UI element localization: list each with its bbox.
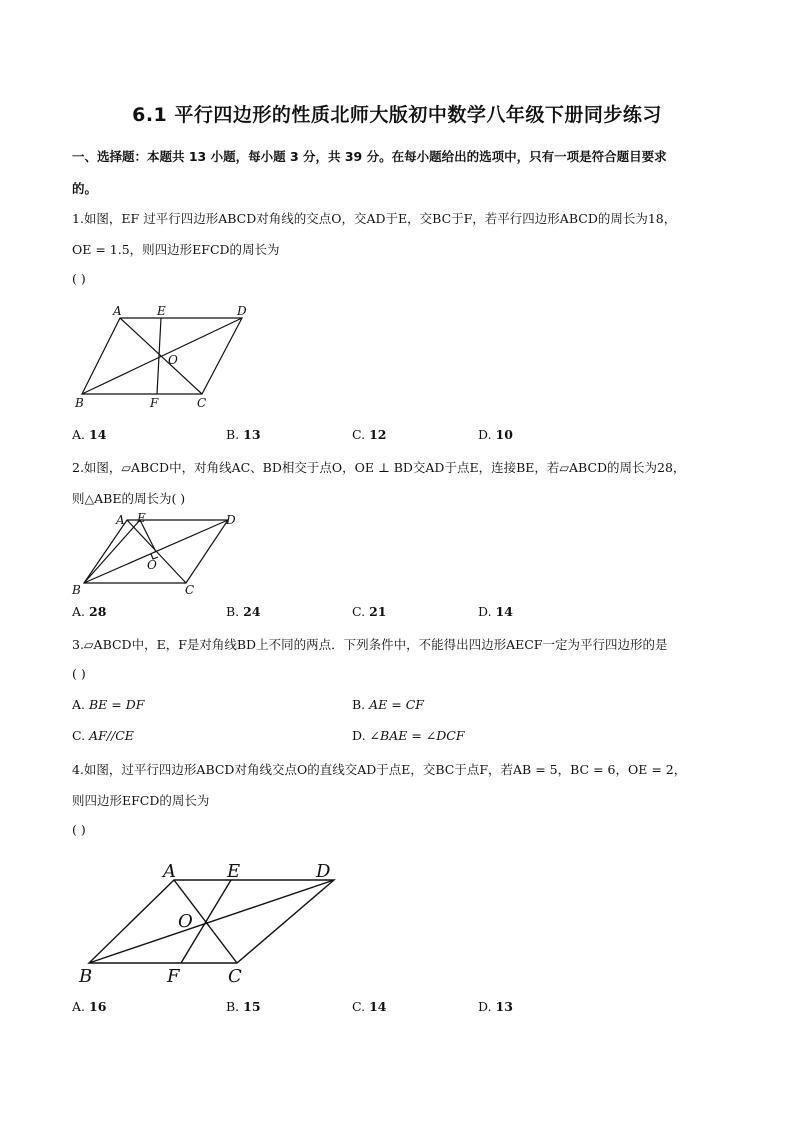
- q3-paren: ( ): [72, 666, 86, 681]
- q2-stem-cont: 则△ABE的周长为( ): [72, 491, 186, 506]
- q2-stem: 2.如图，▱ABCD中，对角线AC、BD相交于点O，OE ⊥ BD交AD于点E，连接BE，若▱ABCD的周长为28，: [72, 460, 686, 475]
- q4-label-f: F: [167, 966, 180, 987]
- q3-option-d[interactable]: D. ∠BAE = ∠DCF: [352, 728, 465, 743]
- q4-option-d[interactable]: D. 13: [478, 999, 513, 1014]
- q4-diagonal-bd: [89, 880, 334, 963]
- section-header-cont: 的。: [72, 181, 98, 196]
- q1-stem-cont: OE = 1.5，则四边形EFCD的周长为: [72, 242, 280, 257]
- q1-diagonal-bd: [82, 318, 242, 394]
- q4-label-a: A: [163, 861, 176, 882]
- section-header: 一、选择题：本题共 13 小题，每小题 3 分，共 39 分。在每小题给出的选项中，只有一项是符合题目要求: [72, 149, 667, 164]
- q4-label-d: D: [316, 861, 331, 882]
- q4-option-a[interactable]: A. 16: [72, 999, 107, 1014]
- q2-option-c[interactable]: C. 21: [352, 604, 387, 619]
- q4-stem-cont: 则四边形EFCD的周长为: [72, 793, 210, 808]
- q4-option-b[interactable]: B. 15: [226, 999, 261, 1014]
- q4-label-e: E: [227, 861, 241, 882]
- q2-option-d[interactable]: D. 14: [478, 604, 513, 619]
- q1-option-b[interactable]: B. 13: [226, 427, 261, 442]
- q3-option-a[interactable]: A. BE = DF: [72, 697, 145, 712]
- q2-option-a[interactable]: A. 28: [72, 604, 107, 619]
- q4-label-b: B: [79, 966, 93, 987]
- q2-label-b: B: [72, 583, 81, 597]
- q2-label-e: E: [137, 511, 146, 525]
- q3-option-b[interactable]: B. AE = CF: [352, 697, 424, 712]
- q1-option-a[interactable]: A. 14: [72, 427, 107, 442]
- q1-paren: ( ): [72, 271, 86, 286]
- q1-figure: [70, 300, 270, 415]
- q1-label-f: F: [150, 396, 159, 410]
- q4-figure: [70, 855, 350, 990]
- q2-diagonal-ac: [127, 520, 186, 583]
- q2-label-o: O: [147, 558, 157, 572]
- q2-label-d: D: [226, 513, 236, 527]
- q4-label-o: O: [178, 911, 193, 932]
- q4-option-c[interactable]: C. 14: [352, 999, 387, 1014]
- q1-label-d: D: [237, 304, 247, 318]
- q4-paren: ( ): [72, 822, 86, 837]
- q1-stem: 1.如图，EF 过平行四边形ABCD对角线的交点O，交AD于E，交BC于F，若平行四边形ABCD的周长为18，: [72, 211, 677, 226]
- q3-stem: 3.▱ABCD中，E，F是对角线BD上不同的两点．下列条件中，不能得出四边形AECF一定为平行四边形的是: [72, 637, 668, 652]
- q1-option-d[interactable]: D. 10: [478, 427, 513, 442]
- q1-label-b: B: [75, 396, 84, 410]
- q1-label-a: A: [113, 304, 122, 318]
- q4-label-c: C: [228, 966, 242, 987]
- q2-label-a: A: [116, 513, 125, 527]
- page-title: 6.1 平行四边形的性质北师大版初中数学八年级下册同步练习: [132, 104, 662, 126]
- q1-label-c: C: [197, 396, 207, 410]
- q2-label-c: C: [185, 583, 195, 597]
- q2-option-b[interactable]: B. 24: [226, 604, 261, 619]
- q2-segment-be: [84, 520, 140, 583]
- q1-label-o: O: [168, 353, 178, 367]
- q4-stem: 4.如图，过平行四边形ABCD对角线交点O的直线交AD于点E，交BC于点F，若AB = 5，BC = 6，OE = 2，: [72, 762, 687, 777]
- q3-option-c[interactable]: C. AF//CE: [72, 728, 134, 743]
- q1-label-e: E: [157, 304, 166, 318]
- q2-figure: [70, 510, 250, 602]
- q1-option-c[interactable]: C. 12: [352, 427, 387, 442]
